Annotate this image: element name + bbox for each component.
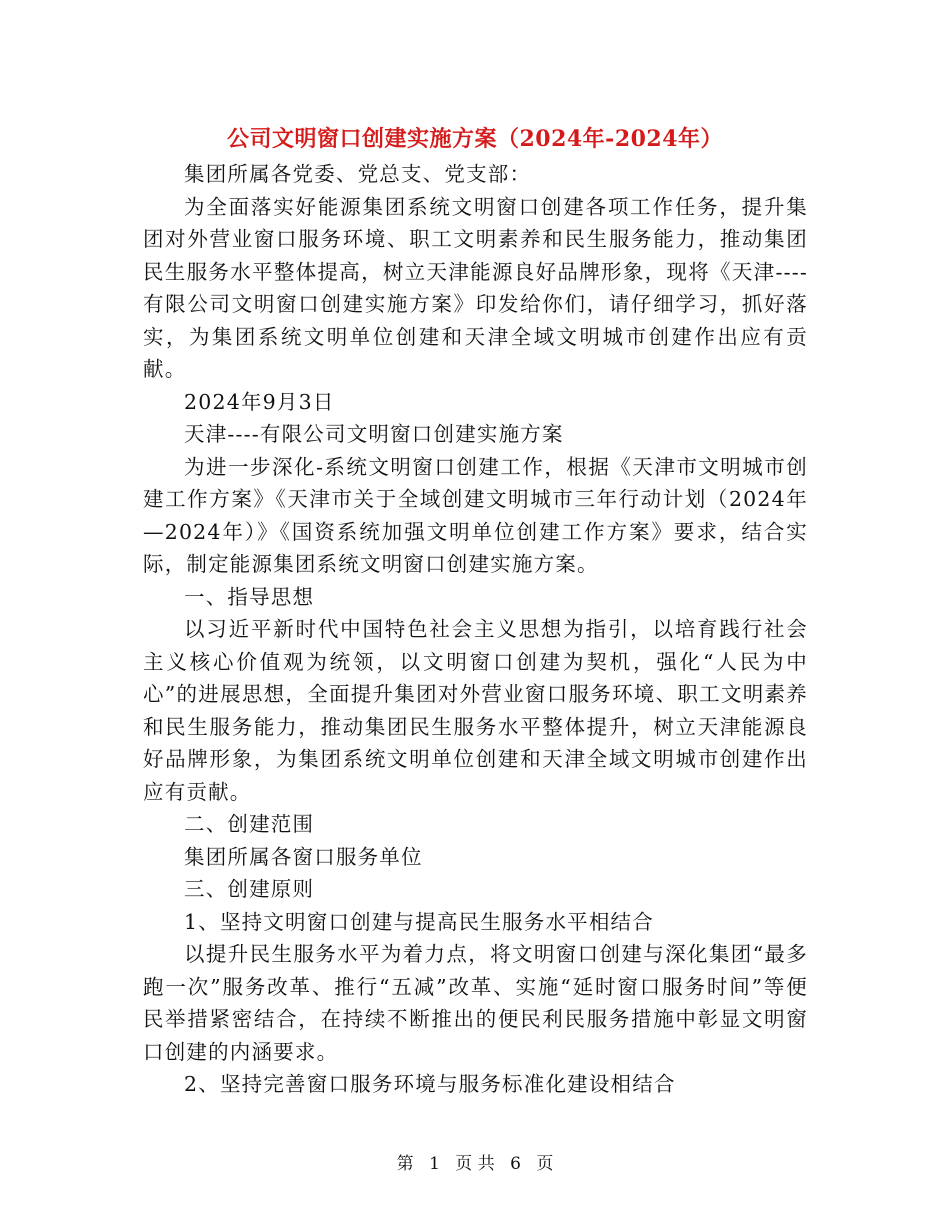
salutation: 集团所属各党委、党总支、党支部： — [184, 162, 532, 186]
subsection-heading: 1、坚持文明窗口创建与提高民生服务水平相结合 — [184, 909, 654, 934]
footer-suffix: 页 — [536, 1154, 554, 1174]
issue-date: 2024年9月3日 — [184, 389, 335, 414]
page-footer — [0, 1152, 950, 1176]
paragraph: 为全面落实好能源集团系统文明窗口创建各项工作任务，提升集团对外营业窗口服务环境、职工文明素养和民生服务能力，推动集团民生服务水平整体提高，树立天津能源良好品牌形象，现将《天津----有限公司文明窗口创建实施方案》印发给你们，请仔细学习，抓好落实，为集团系统文明单位创建和天津全域文明城市创建作出应有贡献。 — [143, 194, 808, 381]
footer-prefix: 第 — [396, 1154, 414, 1174]
section-heading: 一、指导思想 — [184, 584, 315, 609]
subsection-heading: 2、坚持完善窗口服务环境与服务标准化建设相结合 — [184, 1072, 676, 1096]
plan-title: 天津----有限公司文明窗口创建实施方案 — [184, 422, 564, 446]
paragraph: 集团所属各窗口服务单位 — [184, 844, 423, 869]
paragraph: 以提升民生服务水平为着力点，将文明窗口创建与深化集团“最多跑一次”服务改革、推行“五减”改革、实施“延时窗口服务时间”等便民举措紧密结合，在持续不断推出的便民利民服务措施中彰显文明窗口创建的内涵要求。 — [143, 942, 808, 1064]
paragraph: 为进一步深化-系统文明窗口创建工作，根据《天津市文明城市创建工作方案》《天津市关于全域创建文明城市三年行动计划（2024年—2024年）》《国资系统加强文明单位创建工作方案》要求，结合实际，制定能源集团系统文明窗口创建实施方案。 — [143, 454, 808, 576]
paragraph: 以习近平新时代中国特色社会主义思想为指引，以培育践行社会主义核心价值观为统领，以文明窗口创建为契机，强化“人民为中心”的进展思想，全面提升集团对外营业窗口服务环境、职工文明素养和民生服务能力，推动集团民生服务水平整体提升，树立天津能源良好品牌形象，为集团系统文明单位创建和天津全域文明城市创建作出应有贡献。 — [143, 617, 808, 804]
document-body — [143, 158, 808, 1101]
section-heading: 三、创建原则 — [184, 877, 315, 901]
page-title: 公司文明窗口创建实施方案（2024年-2024年） — [226, 125, 724, 152]
current-page-number: 1 — [429, 1154, 440, 1174]
total-pages-number: 6 — [510, 1154, 521, 1174]
section-heading: 二、创建范围 — [184, 812, 315, 836]
footer-middle: 页 共 — [455, 1154, 495, 1174]
